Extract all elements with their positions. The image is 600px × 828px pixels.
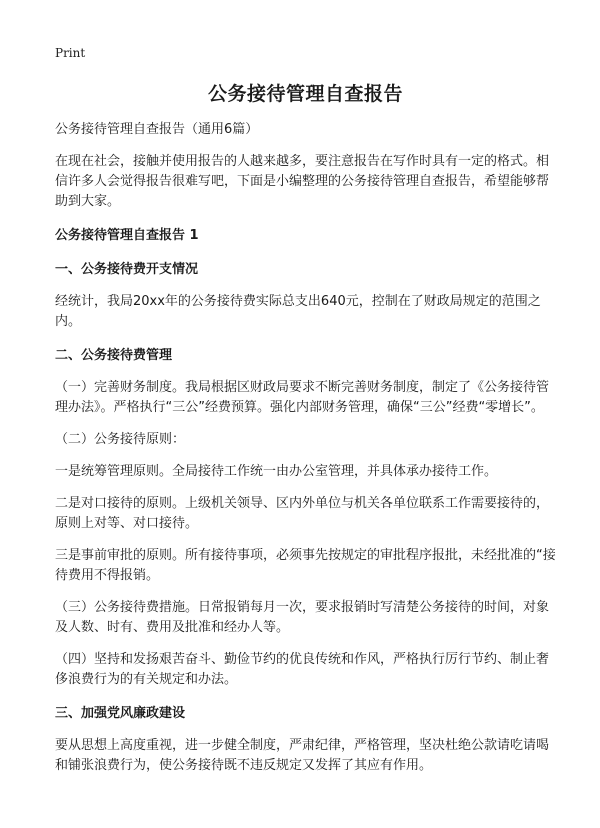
section-3-heading: 三、加强党风廉政建设	[55, 706, 186, 721]
document-subtitle: 公务接待管理自查报告（通用6篇）	[55, 122, 259, 137]
document-title: 公务接待管理自查报告	[207, 83, 403, 105]
section-2-heading: 二、公务接待费管理	[55, 348, 173, 363]
section-2-paragraph-1: （一）完善财务制度。我局根据区财政局要求不断完善财务制度，制定了《公务接待管理办法》。严格执行“三公”经费预算。强化内部财务管理，确保“三公”经费“零增长”。	[55, 380, 550, 415]
intro-paragraph: 在现在社会，接触并使用报告的人越来越多，要注意报告在写作时具有一定的格式。相信许多人会觉得报告很难写吧，下面是小编整理的公务接待管理自查报告，希望能够帮助到大家。	[55, 154, 550, 209]
section-2-paragraph-4: 二是对口接待的原则。上级机关领导、区内外单位与机关各单位联系工作需要接待的，原则上对等、对口接待。	[55, 496, 550, 531]
print-link[interactable]: Print	[55, 46, 86, 60]
section-1-paragraph: 经统计，我局20xx年的公务接待费实际总支出640元，控制在了财政局规定的范围之内。	[55, 294, 541, 329]
section-2-paragraph-5: 三是事前审批的原则。所有接待事项，必须事先按规定的审批程序报批，未经批准的“接待费用不得报销。	[55, 548, 556, 583]
section-2-paragraph-7: （四）坚持和发扬艰苦奋斗、勤俭节约的优良传统和作风，严格执行厉行节约、制止奢侈浪费行为的有关规定和办法。	[55, 652, 550, 687]
section-3-paragraph: 要从思想上高度重视，进一步健全制度，严肃纪律，严格管理，坚决杜绝公款请吃请喝和铺张浪费行为，使公务接待既不违反规定又发挥了其应有作用。	[55, 738, 550, 773]
section-1-heading: 一、公务接待费开支情况	[55, 262, 199, 277]
section-2-paragraph-2: （二）公务接待原则：	[55, 432, 186, 447]
report-1-heading: 公务接待管理自查报告 1	[55, 228, 199, 243]
section-2-paragraph-3: 一是统筹管理原则。全局接待工作统一由办公室管理，并具体承办接待工作。	[55, 464, 498, 479]
section-2-paragraph-6: （三）公务接待费措施。日常报销每月一次，要求报销时写清楚公务接待的时间，对象及人数、时有、费用及批准和经办人等。	[55, 600, 550, 635]
